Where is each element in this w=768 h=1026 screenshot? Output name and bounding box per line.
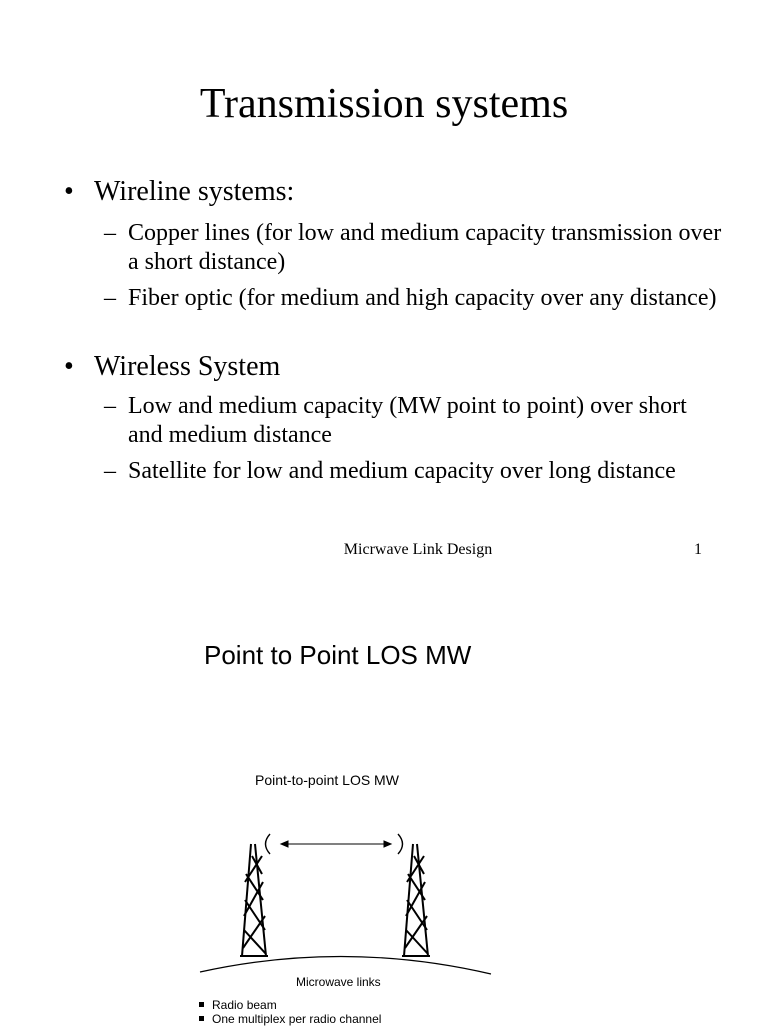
- bullet-dot: •: [64, 351, 74, 382]
- left-tower-icon: [240, 844, 268, 956]
- dash-marker: –: [104, 220, 116, 246]
- dash-marker: –: [104, 285, 116, 311]
- figure-bullet-list: [199, 998, 381, 1026]
- subitem-text: Satellite for low and medium capacity over long distance: [128, 458, 676, 484]
- figure-caption: Point-to-point LOS MW: [255, 772, 399, 788]
- subitem-satellite: [104, 457, 724, 486]
- subitem-mw-point-to-point: [104, 392, 724, 450]
- bullet-wireless: [64, 351, 280, 383]
- subitem-text: Copper lines (for low and medium capacity transmission over a short distance): [128, 220, 722, 275]
- subitem-text: Fiber optic (for medium and high capacity over any distance): [128, 285, 717, 311]
- dash-marker: –: [104, 393, 116, 419]
- right-antenna-icon: [398, 834, 403, 854]
- earth-curve: [200, 956, 491, 974]
- left-antenna-icon: [266, 834, 271, 854]
- square-bullet-icon: [199, 1016, 204, 1021]
- page-number: 1: [694, 541, 702, 558]
- list-item: Radio beam: [199, 998, 381, 1012]
- list-item: One multiplex per radio channel: [199, 1012, 381, 1026]
- slide-title: Point to Point LOS MW: [204, 640, 472, 670]
- microwave-link-diagram: [195, 820, 505, 980]
- bullet-dot: •: [64, 176, 74, 207]
- subitem-text: Low and medium capacity (MW point to point) over short and medium distance: [128, 393, 687, 448]
- radio-beam-arrow-icon: [281, 841, 391, 847]
- slide-title: Transmission systems: [199, 81, 569, 127]
- bullet-label: Wireless System: [94, 351, 281, 382]
- subitem-copper: [104, 219, 724, 277]
- right-tower-icon: [402, 844, 430, 956]
- subitem-fiber: [104, 284, 724, 313]
- dash-marker: –: [104, 458, 116, 484]
- slide-footer: Micrwave Link Design: [343, 541, 493, 558]
- square-bullet-icon: [199, 1002, 204, 1007]
- bullet-wireline: [64, 176, 294, 208]
- microwave-links-label: Microwave links: [296, 975, 381, 989]
- bullet-label: Wireline systems:: [94, 176, 295, 207]
